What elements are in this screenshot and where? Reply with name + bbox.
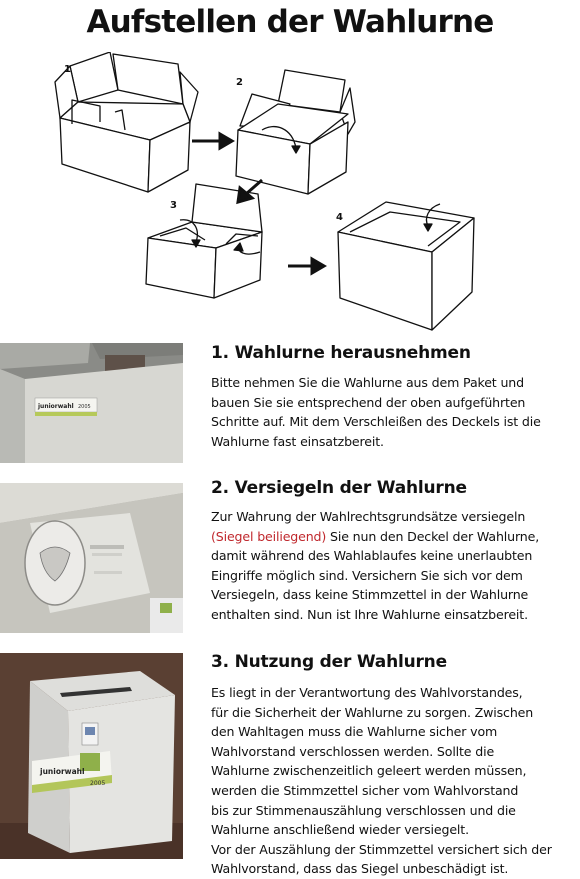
section-3-line: werden die Stimmzettel sicher vom Wahlvorstand [211, 782, 519, 798]
seal-enclosed-note: (Siegel beiliegend) [211, 528, 327, 544]
section-2-line: enthalten sind. Nun ist Ihre Wahlurne einsatzbereit. [211, 606, 528, 622]
step-label-3: 3 [170, 200, 177, 211]
section-3-line: für die Sicherheit der Wahlurne zu sorgen. Zwischen [211, 704, 534, 720]
section-3-body [211, 683, 577, 879]
section-3-line: den Wahltagen muss die Wahlurne sicher vom [211, 724, 498, 740]
section-3-title: 3. Nutzung der Wahlurne [211, 652, 447, 672]
section-3-line: Vor der Auszählung der Stimmzettel versichert sich der [211, 841, 552, 857]
photo-seal [0, 483, 183, 633]
section-3-line: bis zur Stimmenauszählung verschlossen und die [211, 802, 516, 818]
section-1-body [211, 373, 577, 451]
section-2-line: Zur Wahrung der Wahlrechtsgrundsätze versiegeln [211, 509, 526, 524]
photo-unpacking [0, 343, 183, 463]
section-3-line: Wahlvorstand verschlossen werden. Sollte die [211, 743, 495, 759]
section-1-title: 1. Wahlurne herausnehmen [211, 343, 471, 363]
section-3-line: Wahlvorstand, dass das Siegel unbeschädigt ist. [211, 861, 509, 877]
section-1-line: bauen Sie sie entsprechend der oben aufgeführten [211, 394, 526, 410]
section-1-line: Wahlurne fast einsatzbereit. [211, 433, 384, 449]
step-label-4: 4 [336, 212, 343, 223]
section-3-line: Wahlurne anschließend wieder versiegelt. [211, 822, 469, 838]
photo1-label: juniorwahl [38, 403, 74, 410]
section-1-line: Bitte nehmen Sie die Wahlurne aus dem Paket und [211, 375, 524, 390]
section-3-line: Wahlurne zwischenzeitlich geleert werden müssen, [211, 763, 527, 779]
step-label-2: 2 [236, 77, 243, 88]
section-2-title: 2. Versiegeln der Wahlurne [211, 478, 467, 498]
page-title: Aufstellen der Wahlurne [86, 4, 494, 40]
assembly-diagram [0, 52, 580, 342]
section-1-line: Schritte auf. Mit dem Verschleißen des Deckels ist die [211, 414, 541, 430]
box-step-1 [55, 52, 198, 192]
box-step-4 [338, 202, 474, 330]
box-step-2 [236, 70, 355, 194]
section-2-line: Sie nun den Deckel der Wahlurne, [326, 528, 540, 544]
photo3-year: 2005 [90, 780, 106, 787]
section-2-line: Eingriffe möglich sind. Versichern Sie sich vor dem [211, 567, 523, 583]
photo1-year: 2005 [78, 404, 91, 410]
photo-ballot-box [0, 653, 183, 859]
step-label-1: 1 [64, 64, 71, 75]
photo3-label: juniorwahl [40, 767, 85, 776]
section-3-line: Es liegt in der Verantwortung des Wahlvorstandes, [211, 685, 523, 700]
section-2-body [211, 507, 577, 625]
section-2-line: damit während des Wahlablaufes keine unerlaubten [211, 548, 533, 564]
section-2-line: Versiegeln, dass keine Stimmzettel in der Wahlurne [211, 587, 529, 603]
